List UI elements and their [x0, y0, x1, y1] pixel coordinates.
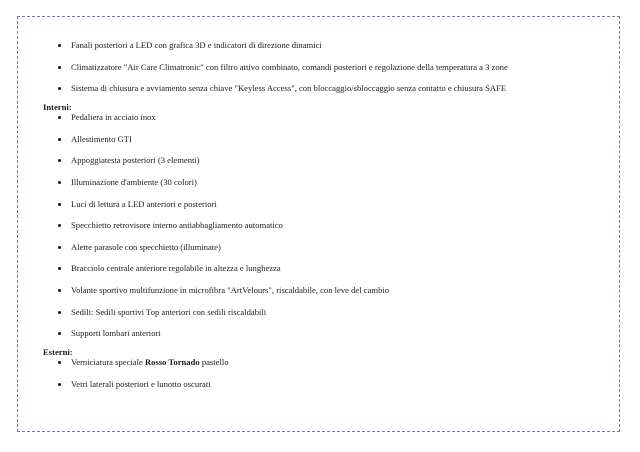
list-item: Volante sportivo multifunzione in microfibra "ArtVelours", riscaldabile, con leve del cambio: [40, 285, 610, 296]
list-item: Climatizzatore "Air Care Climatronic" con filtro attivo combinato, comandi posteriori e regolazione della temperatura a 3 zone: [40, 62, 610, 73]
paint-prefix: Verniciatura speciale: [71, 357, 145, 368]
interni-list: [40, 112, 610, 339]
list-item-paint: [40, 357, 610, 368]
list-item: Sistema di chiusura e avviamento senza chiave "Keyless Access", con bloccaggio/sbloccaggio senza contatto e chiusura SAFE: [40, 83, 610, 94]
list-item: Fanali posteriori a LED con grafica 3D e indicatori di direzione dinamici: [40, 40, 610, 51]
list-item: Appoggiatesta posteriori (3 elementi): [40, 155, 610, 166]
list-item: Luci di lettura a LED anteriori e posteriori: [40, 199, 610, 210]
document-content: [40, 40, 610, 390]
paint-name: Rosso Tornado: [144, 357, 200, 368]
section-heading-esterni: Esterni:: [43, 347, 73, 358]
list-item: Illuminazione d'ambiente (30 colori): [40, 177, 610, 188]
list-item: Allestimento GTI: [40, 134, 610, 145]
list-item: Vetri laterali posteriori e lunotto oscurati: [40, 379, 610, 390]
list-item: Alette parasole con specchietto (illuminate): [40, 242, 610, 253]
equipment-list-top: [40, 40, 610, 94]
list-item: Specchietto retrovisore interno antiabbagliamento automatico: [40, 220, 610, 231]
section-heading-interni: Interni:: [43, 102, 72, 113]
list-item: Supporti lombari anteriori: [40, 328, 610, 339]
esterni-list: [40, 357, 610, 390]
list-item: Pedaliera in acciaio inox: [40, 112, 610, 123]
list-item: Sedili: Sedili sportivi Top anteriori con sedili riscaldabili: [40, 307, 610, 318]
list-item: Bracciolo centrale anteriore regolabile in altezza e lunghezza: [40, 263, 610, 274]
paint-suffix: pastello: [199, 357, 229, 368]
